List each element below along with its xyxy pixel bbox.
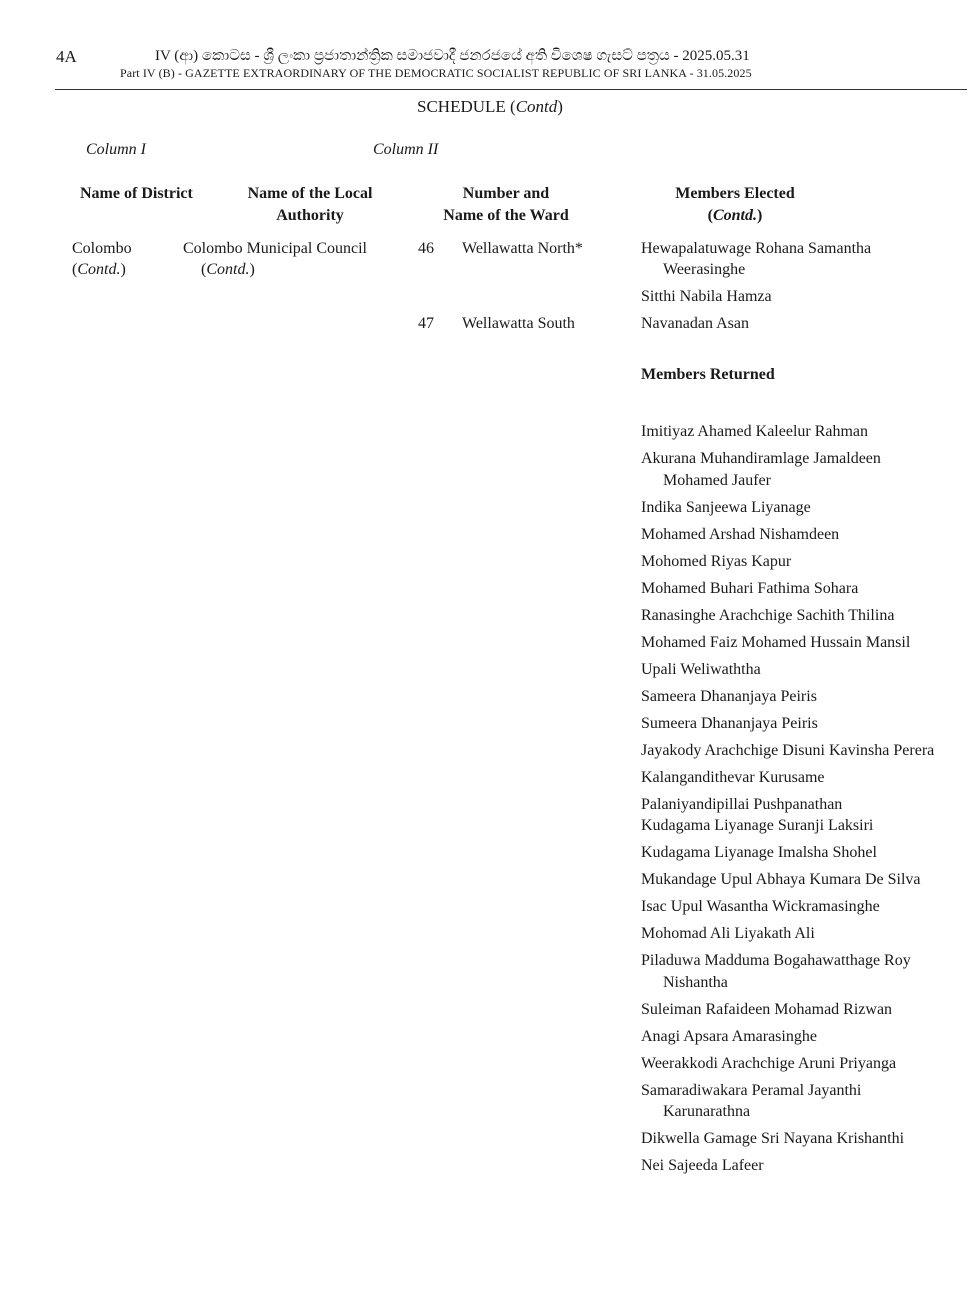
ward-number: 47 — [418, 315, 434, 332]
header-elected-line2: (Contd.) — [707, 207, 763, 224]
returned-member: Piladuwa Madduma Bogahawatthage Roy Nishantha — [641, 952, 911, 991]
returned-member: Kudagama Liyanage Suranji Laksiri — [641, 817, 874, 834]
returned-member: Anagi Apsara Amarasinghe — [641, 1027, 817, 1045]
header-ward-line1: Number and — [462, 185, 550, 202]
district-contd-text: Contd. — [77, 261, 121, 278]
returned-member: Jayakody Arachchige Disuni Kavinsha Perera — [641, 741, 935, 759]
returned-member: Dikwella Gamage Sri Nayana Krishanthi — [641, 1130, 905, 1147]
returned-member: Isac Upul Wasantha Wickramasinghe — [641, 898, 880, 915]
returned-member: Suleiman Rafaideen Mohamad Rizwan — [641, 1000, 893, 1018]
returned-member: Mohamed Arshad Nishamdeen — [641, 525, 840, 543]
members-returned-heading: Members Returned — [641, 366, 775, 383]
elected-member: Sitthi Nabila Hamza — [641, 288, 772, 305]
returned-member: Kalangandithevar Kurusame — [641, 768, 825, 786]
header-elected-contd: Contd. — [712, 207, 757, 224]
ward-name: Wellawatta South — [462, 315, 575, 332]
returned-member: Weerakkodi Arachchige Aruni Priyanga — [641, 1054, 897, 1072]
header-authority-line1: Name of the Local — [247, 185, 373, 202]
returned-member: Sumeera Dhananjaya Peiris — [641, 714, 818, 732]
returned-member: Nei Sajeeda Lafeer — [641, 1157, 764, 1174]
returned-member: Mohomed Riyas Kapur — [641, 552, 792, 570]
header-ward-line2: Name of the Ward — [443, 207, 569, 224]
returned-member: Palaniyandipillai Pushpanathan — [641, 795, 843, 813]
authority-contd: (Contd.) — [201, 261, 255, 278]
ward-number: 46 — [418, 240, 434, 257]
header-sinhala-title: IV (ආ) කොටස - ශ්‍රී ලංකා ප්‍රජාතාන්ත්‍රික සමාජවාදී ජනරජයේ අති විශෙෂ ගැසට් පත්‍රය - 2025.05.31 — [155, 48, 750, 64]
returned-member: Imitiyaz Ahamed Kaleelur Rahman — [641, 423, 869, 440]
district-name: Colombo — [72, 240, 132, 257]
schedule-title-text: SCHEDULE — [417, 97, 506, 116]
returned-member: Indika Sanjeewa Liyanage — [641, 498, 811, 516]
page-number: 4A — [56, 47, 77, 66]
elected-member: Navanadan Asan — [641, 315, 749, 332]
returned-member: Ranasinghe Arachchige Sachith Thilina — [641, 606, 895, 624]
schedule-title: SCHEDULE (Contd) — [417, 97, 563, 116]
header-authority — [225, 183, 395, 227]
header-divider — [55, 89, 967, 90]
authority-name: Colombo Municipal Council — [183, 240, 367, 257]
returned-member: Upali Weliwaththa — [641, 660, 761, 678]
schedule-title-contd: Contd — [515, 97, 558, 116]
returned-member: Mukandage Upul Abhaya Kumara De Silva — [641, 871, 921, 888]
column-ii-label: Column II — [373, 141, 439, 158]
ward-name: Wellawatta North* — [462, 240, 583, 257]
returned-member: Kudagama Liyanage Imalsha Shohel — [641, 844, 877, 861]
returned-member: Samaradiwakara Peramal Jayanthi Karunarathna — [641, 1081, 862, 1120]
header-ward — [420, 183, 592, 227]
returned-member: Mohamed Faiz Mohamed Hussain Mansil — [641, 633, 911, 651]
returned-member: Akurana Muhandiramlage Jamaldeen Mohamed Jaufer — [641, 450, 881, 489]
header-authority-line2: Authority — [276, 207, 344, 224]
members-returned-list — [641, 421, 941, 1182]
header-english-title: Part IV (B) - GAZETTE EXTRAORDINARY OF THE DEMOCRATIC SOCIALIST REPUBLIC OF SRI LANKA - 31.05.2025 — [120, 66, 752, 80]
returned-member: Mohomad Ali Liyakath Ali — [641, 925, 815, 942]
returned-member: Mohamed Buhari Fathima Sohara — [641, 579, 859, 597]
district-contd: (Contd.) — [72, 261, 126, 278]
header-elected — [650, 183, 820, 227]
header-elected-line1: Members Elected — [675, 185, 795, 202]
members-elected-list — [641, 238, 941, 340]
elected-member: Hewapalatuwage Rohana Samantha Weerasinghe — [641, 240, 872, 278]
authority-contd-text: Contd. — [206, 261, 250, 278]
returned-member: Sameera Dhananjaya Peiris — [641, 687, 817, 705]
header-district: Name of District — [80, 185, 193, 202]
column-i-label: Column I — [86, 141, 146, 158]
